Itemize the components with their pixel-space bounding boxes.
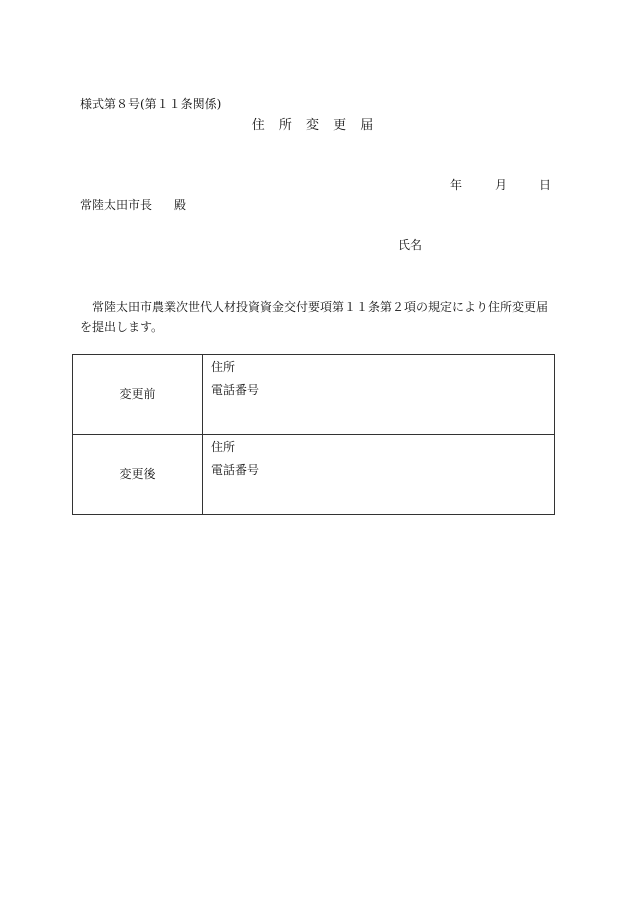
statement-text (80, 297, 552, 337)
form-number: 様式第８号(第１１条関係) (80, 97, 222, 111)
address-field-label: 住所 (211, 440, 236, 454)
statement-line-2: を提出します。 (80, 320, 164, 334)
document-title: 住 所 変 更 届 (251, 118, 379, 133)
row-content-cell (203, 435, 555, 515)
row-label-cell (73, 355, 203, 435)
row-label-after: 変更後 (119, 467, 156, 481)
table-row-after (73, 435, 555, 515)
row-label-cell (73, 435, 203, 515)
date-day-label: 日 (539, 178, 552, 192)
addressee-name: 常陸太田市長 (80, 198, 153, 212)
row-content-cell (203, 355, 555, 435)
statement-line-1: 常陸太田市農業次世代人材投資資金交付要項第１１条第２項の規定により住所変更届 (92, 300, 549, 314)
date-year-label: 年 (450, 178, 463, 192)
table-row-before (73, 355, 555, 435)
phone-field-label: 電話番号 (211, 463, 260, 477)
addressee-honorific: 殿 (174, 198, 187, 212)
address-change-table (72, 354, 555, 515)
address-field-label: 住所 (211, 360, 236, 374)
addressee (80, 198, 186, 212)
row-label-before: 変更前 (119, 387, 156, 401)
applicant-name-label: 氏名 (398, 238, 423, 252)
phone-field-label: 電話番号 (211, 383, 260, 397)
date-month-label: 月 (495, 178, 508, 192)
